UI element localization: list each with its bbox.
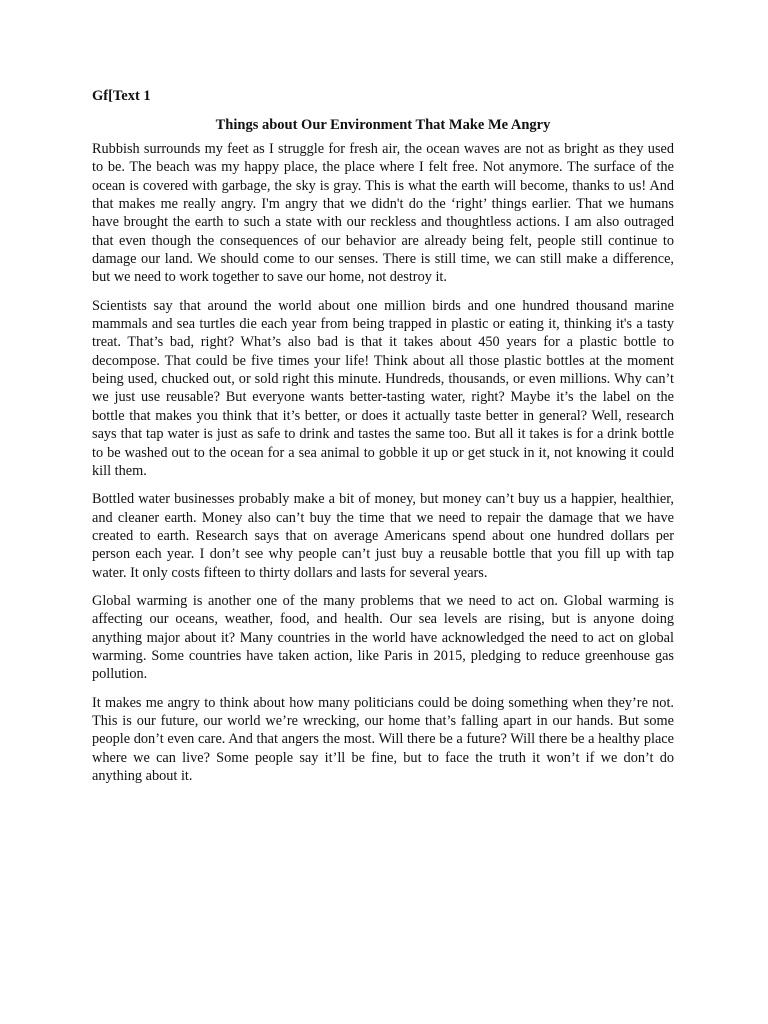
paragraph-3: Bottled water businesses probably make a bit of money, but money can’t buy us a happier, healthier, and cleaner earth. Money also can’t buy the time that we need to repair the damage that we have created to earth. Research says that on average Americans spend about one hundred dollars per person each year. I don’t see why people can’t just buy a reusable bottle that you fill up with tap water. It only costs fifteen to thirty dollars and lasts for several years. (92, 491, 674, 581)
document-page (92, 86, 674, 795)
paragraph-2: Scientists say that around the world about one million birds and one hundred thousand marine mammals and sea turtles die each year from being trapped in plastic or eating it, thinking it's a tasty treat. That’s bad, right? What’s also bad is that it takes about 450 years for a plastic bottle to decompose. That could be five times your life! Think about all those plastic bottles at the moment being used, chucked out, or sold right this minute. Hundreds, thousands, or even millions. Why can’t we just use reusable? But everyone wants better-tasting water, right? Maybe it’s the label on the bottle that makes you think that it’s better, or does it actually taste better in general? Well, research says that tap water is just as safe to drink and tastes the same too. But all it takes is for a drink bottle to be washed out to the ocean for a sea animal to gobble it up or get stuck in it, not knowing it could kill them. (92, 297, 674, 479)
paragraph-5: It makes me angry to think about how many politicians could be doing something when they’re not. This is our future, our world we’re wrecking, our home that’s falling apart in our hands. But some people don’t even care. And that angers the most. Will there be a future? Will there be a healthy place where we can live? Some people say it’ll be fine, but to face the truth it won’t if we don’t do anything about it. (92, 694, 674, 784)
paragraph-4: Global warming is another one of the many problems that we need to act on. Global warming is affecting our oceans, weather, food, and health. Our sea levels are rising, but is anyone doing anything major about it? Many countries in the world have acknowledged the need to act on global warming. Some countries have taken action, like Paris in 2015, pledging to reduce greenhouse gas pollution. (92, 592, 674, 683)
document-title: Things about Our Environment That Make Me Angry (215, 117, 551, 133)
text-label: Gf[Text 1 (92, 88, 151, 104)
paragraph-1: Rubbish surrounds my feet as I struggle for fresh air, the ocean waves are not as bright as they used to be. The beach was my happy place, the place where I felt free. Not anymore. The surface of the ocean is covered with garbage, the sky is gray. This is what the earth will become, thanks to us! And that makes me really angry. I'm angry that we didn't do the ‘right’ things earlier. That we humans have brought the earth to such a state with our reckless and thoughtless actions. I am also outraged that even though the consequences of our behavior are already being felt, people still continue to damage our land. We should come to our senses. There is still time, we can still make a difference, but we need to work together to save our home, not destroy it. (92, 141, 674, 286)
